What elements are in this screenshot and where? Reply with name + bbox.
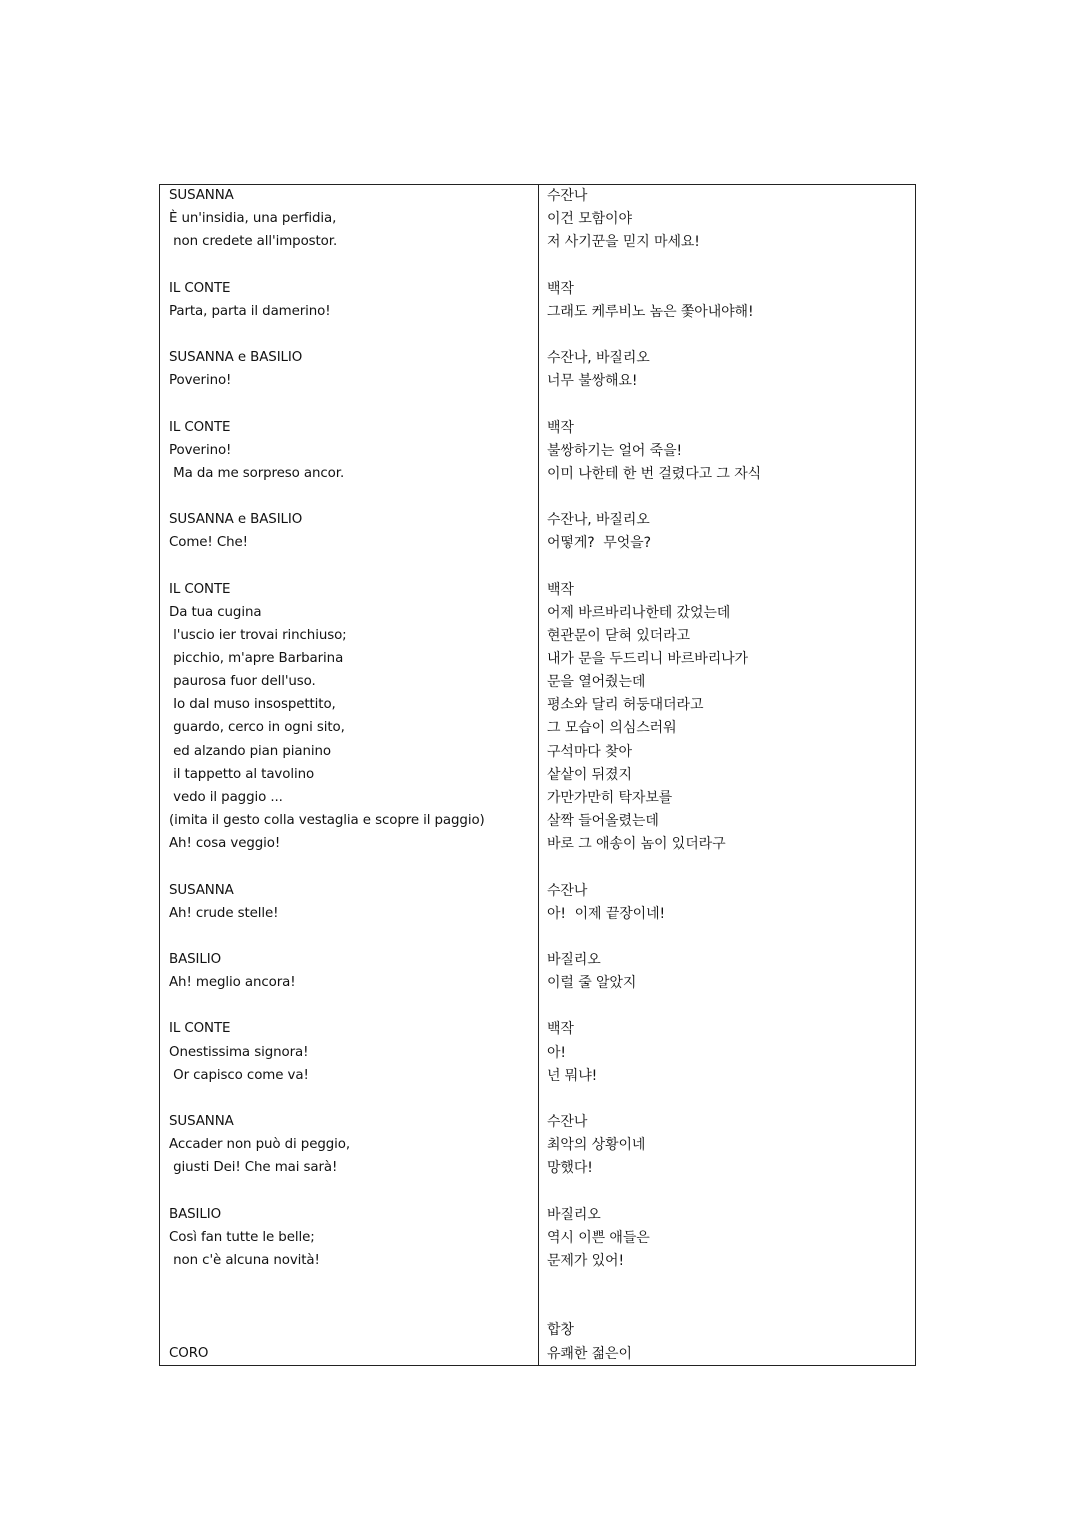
korean-line: 바로 그 애송이 놈이 있더라구 xyxy=(547,836,726,853)
italian-line: giusti Dei! Che mai sarà! xyxy=(169,1160,338,1176)
korean-line: 가만가만히 탁자보를 xyxy=(547,789,673,806)
italian-line: Ah! meglio ancora! xyxy=(169,975,296,991)
italian-line: il tappetto al tavolino xyxy=(169,766,315,782)
italian-line: SUSANNA e BASILIO xyxy=(169,512,303,528)
italian-line: paurosa fuor dell'uso. xyxy=(169,674,316,690)
korean-line: 수잔나 xyxy=(547,1114,588,1130)
korean-line: 백작 xyxy=(547,280,574,297)
korean-line: 수잔나 xyxy=(547,188,588,204)
italian-line: l'uscio ier trovai rinchiuso; xyxy=(169,627,347,643)
korean-line: 저 사기꾼을 믿지 마세요! xyxy=(547,234,700,251)
korean-line: 바질리오 xyxy=(547,951,601,968)
italian-line: IL CONTE xyxy=(169,280,231,296)
korean-line: 아! 이제 끝장이네! xyxy=(547,905,666,922)
italian-line: non c'è alcuna novità! xyxy=(169,1252,320,1268)
korean-line: 내가 문을 두드리니 바르바리나가 xyxy=(547,651,748,667)
korean-line: 유쾌한 젊은이 xyxy=(547,1345,632,1362)
italian-line: È un'insidia, una perfidia, xyxy=(169,211,337,227)
italian-line: (imita il gesto colla vestaglia e scopre il paggio) xyxy=(169,813,485,828)
italian-line: Accader non può di peggio, xyxy=(169,1137,350,1153)
libretto-table xyxy=(159,184,916,1366)
italian-line: CORO xyxy=(169,1345,209,1361)
korean-line: 아! xyxy=(547,1044,566,1061)
italian-line: BASILIO xyxy=(169,951,222,967)
korean-line: 샅샅이 뒤졌지 xyxy=(547,766,632,783)
korean-line: 문제가 있어! xyxy=(547,1252,624,1269)
korean-line: 백작 xyxy=(547,1021,574,1038)
italian-line: BASILIO xyxy=(169,1206,222,1222)
korean-line: 수잔나, 바질리오 xyxy=(547,512,650,529)
korean-line: 현관문이 닫혀 있더라고 xyxy=(547,627,690,644)
italian-line: Ma da me sorpreso ancor. xyxy=(169,465,345,481)
italian-line: IL CONTE xyxy=(169,419,231,435)
italian-line: Ah! crude stelle! xyxy=(169,905,279,921)
italian-line: Da tua cugina xyxy=(169,604,262,620)
italian-line: Or capisco come va! xyxy=(169,1067,309,1083)
italian-line: IL CONTE xyxy=(169,581,231,597)
korean-line: 어떻게? 무엇을? xyxy=(547,535,651,552)
italian-line: SUSANNA e BASILIO xyxy=(169,350,303,365)
italian-line: ed alzando pian pianino xyxy=(169,743,331,759)
korean-line: 어제 바르바리나한테 갔었는데 xyxy=(547,604,731,621)
italian-line: Io dal muso insospettito, xyxy=(169,697,336,713)
italian-line: picchio, m'apre Barbarina xyxy=(169,651,344,666)
korean-line: 불쌍하기는 얼어 죽을! xyxy=(547,442,683,459)
korean-line: 최악의 상황이네 xyxy=(547,1137,646,1154)
italian-line: Onestissima signora! xyxy=(169,1044,309,1060)
korean-line: 그래도 케루비노 놈은 쫓아내야해! xyxy=(547,303,754,320)
italian-line: Poverino! xyxy=(169,373,232,389)
italian-line: IL CONTE xyxy=(169,1021,231,1037)
italian-line: Poverino! xyxy=(169,442,232,458)
korean-line: 넌 뭐냐! xyxy=(547,1067,598,1084)
korean-line: 백작 xyxy=(547,581,574,598)
korean-line: 살짝 들어올렸는데 xyxy=(547,813,659,829)
korean-line: 구석마다 찾아 xyxy=(547,743,632,760)
korean-line: 수잔나, 바질리오 xyxy=(547,350,650,366)
korean-line: 수잔나 xyxy=(547,882,588,899)
italian-column xyxy=(169,185,535,1365)
korean-line: 이건 모함이야 xyxy=(547,211,632,228)
korean-line: 그 모습이 의심스러워 xyxy=(547,720,677,737)
korean-line: 이럴 줄 알았지 xyxy=(547,975,637,992)
italian-line: Come! Che! xyxy=(169,535,248,551)
italian-line: non credete all'impostor. xyxy=(169,234,338,250)
italian-line: guardo, cerco in ogni sito, xyxy=(169,720,345,736)
korean-line: 역시 이쁜 애들은 xyxy=(547,1229,650,1246)
italian-line: Parta, parta il damerino! xyxy=(169,303,331,319)
italian-line: SUSANNA xyxy=(169,1114,234,1129)
italian-line: SUSANNA xyxy=(169,188,234,203)
korean-line: 합창 xyxy=(547,1322,574,1339)
korean-line: 평소와 달리 허둥대더라고 xyxy=(547,697,704,714)
korean-line: 백작 xyxy=(547,419,574,436)
korean-line: 바질리오 xyxy=(547,1206,601,1223)
korean-column xyxy=(547,185,907,1365)
korean-line: 문을 열어줬는데 xyxy=(547,674,646,691)
italian-line: Ah! cosa veggio! xyxy=(169,836,281,852)
korean-line: 너무 불쌍해요! xyxy=(547,373,638,390)
column-divider xyxy=(538,185,539,1365)
italian-line: vedo il paggio ... xyxy=(169,789,283,805)
korean-line: 망했다! xyxy=(547,1160,593,1177)
italian-line: Così fan tutte le belle; xyxy=(169,1229,315,1245)
italian-line: SUSANNA xyxy=(169,882,234,898)
korean-line: 이미 나한테 한 번 걸렸다고 그 자식 xyxy=(547,465,762,482)
